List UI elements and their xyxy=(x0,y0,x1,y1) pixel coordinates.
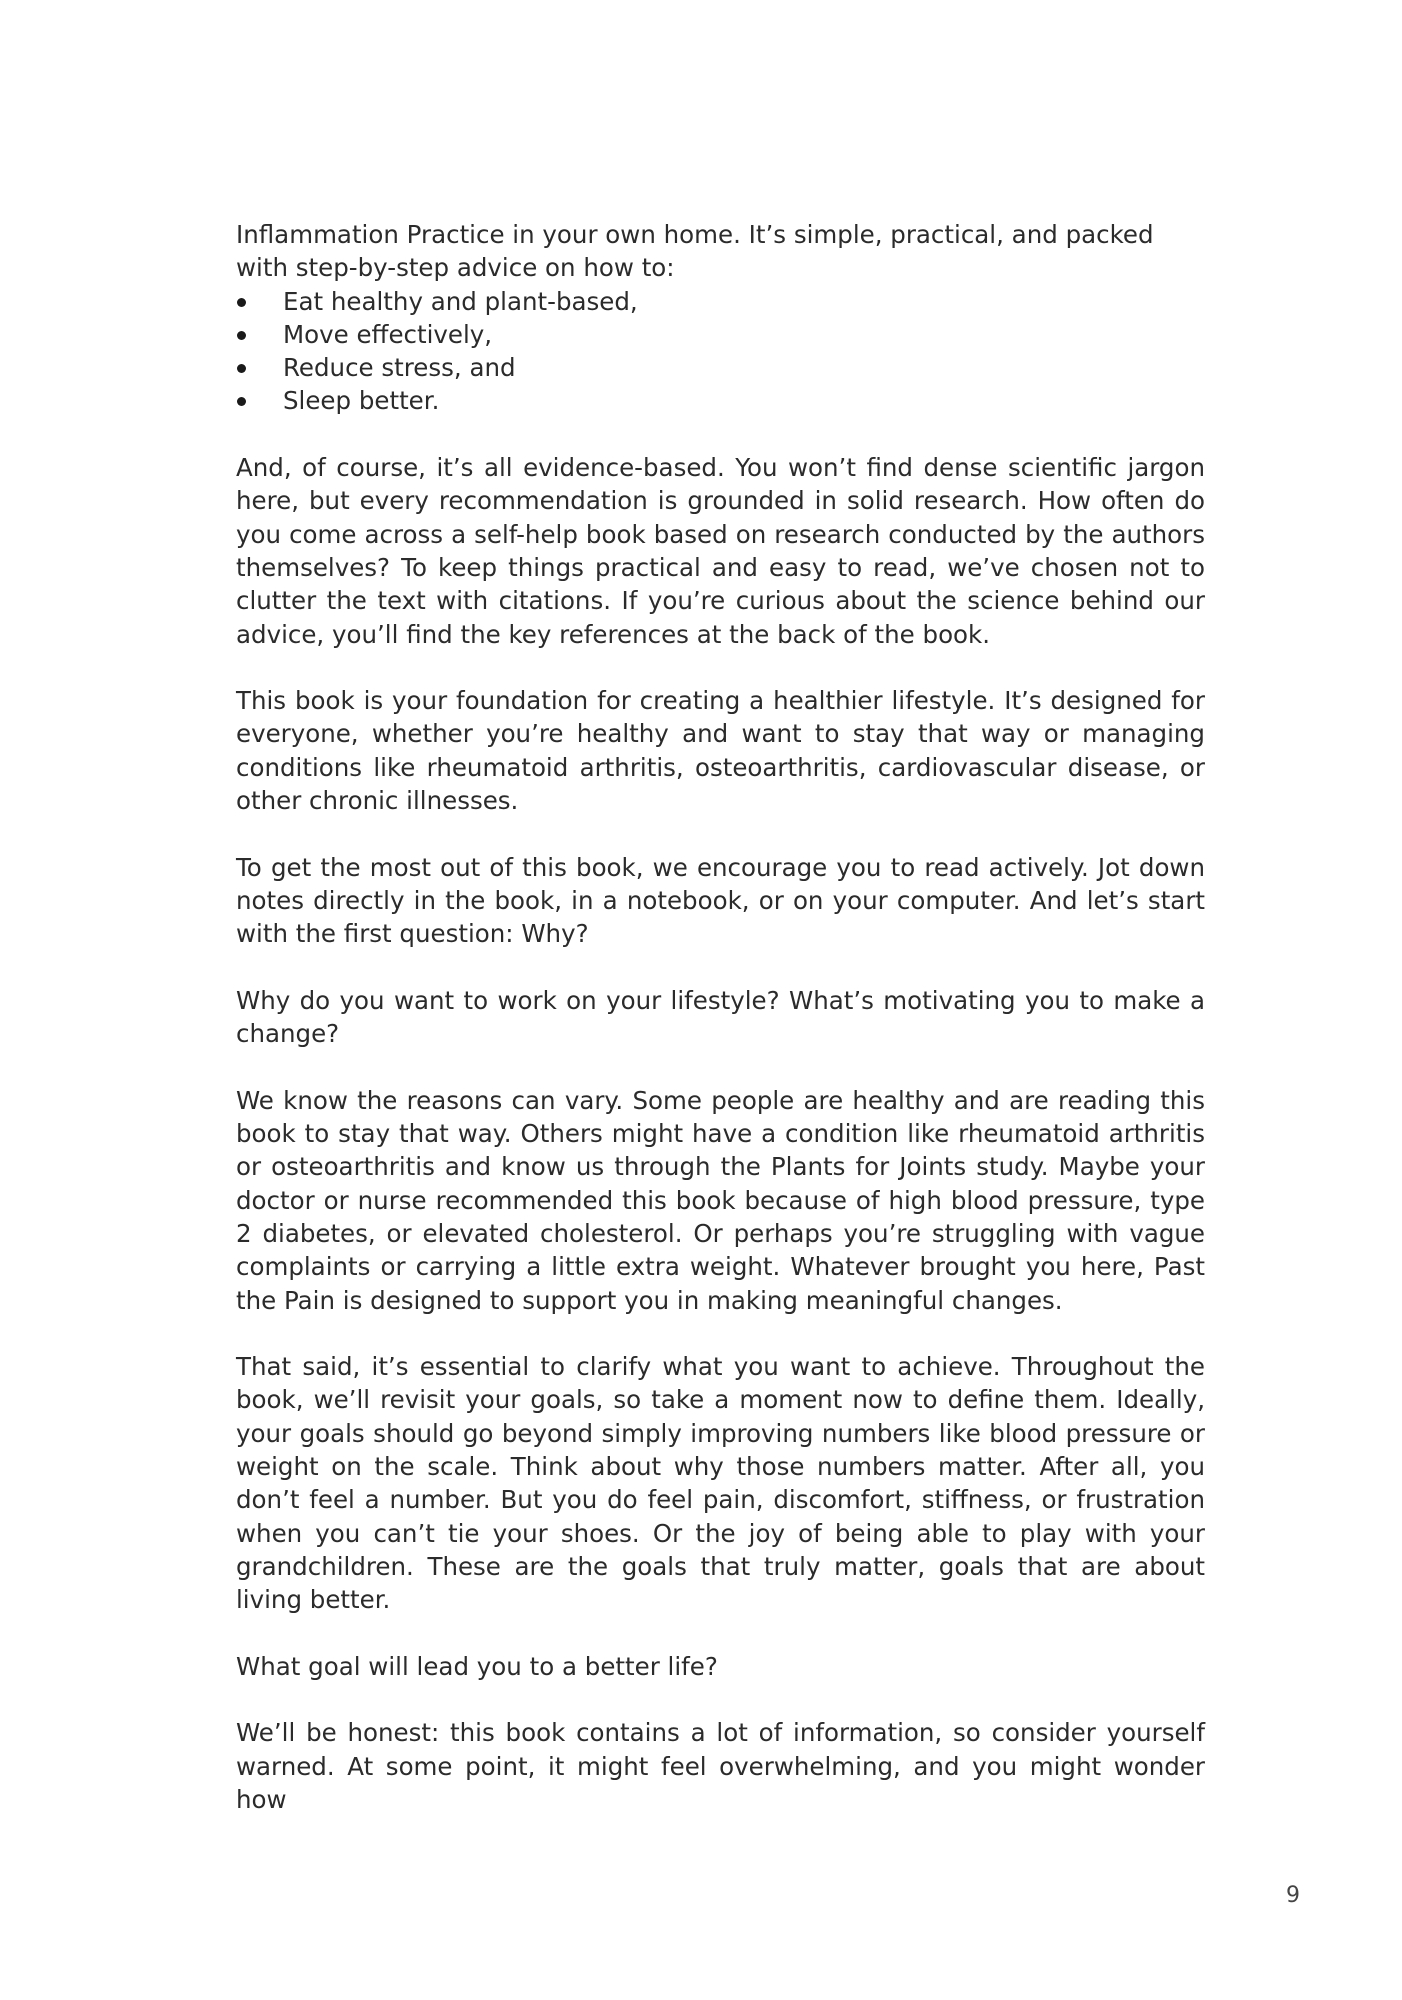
list-item-text: Sleep better. xyxy=(283,386,440,416)
list-item xyxy=(236,318,1205,351)
bullet-icon xyxy=(237,397,246,406)
page-number: 9 xyxy=(1286,1883,1300,1908)
paragraph-evidence: And, of course, it’s all evidence-based. You won’t find dense scientific jargon here, but every recommendation is grounded in solid research. How often do you come across a self-help book based on research conducted by the authors themselves? To keep things practical and easy to read, we’ve chosen not to clutter the text with citations. If you’re curious about the science behind our advice, you’ll find the key references at the back of the book. xyxy=(236,453,1205,649)
paragraph-why-question: Why do you want to work on your lifestyle? What’s motivating you to make a change? xyxy=(236,985,1205,1049)
list-item-text: Eat healthy and plant-based, xyxy=(283,286,638,316)
list-item xyxy=(236,384,1205,417)
paragraph-read-actively: To get the most out of this book, we encourage you to read actively. Jot down notes directly in the book, in a notebook, or on your computer. And let’s start with the first question: Why? xyxy=(236,852,1205,949)
paragraph-goal-question: What goal will lead you to a better life? xyxy=(236,1651,718,1681)
bullet-icon xyxy=(237,331,246,340)
bullet-icon xyxy=(237,364,246,373)
list-item-text: Reduce stress, and xyxy=(283,353,516,383)
page-body xyxy=(236,218,1205,1850)
list-item-text: Move effectively, xyxy=(283,319,493,349)
paragraph-foundation: This book is your foundation for creating a healthier lifestyle. It’s designed for everyone, whether you’re healthy and want to stay that way or managing conditions like rheumatoid arthritis, osteoarthritis, cardiovascular disease, or other chronic illnesses. xyxy=(236,686,1205,816)
intro-paragraph: Inflammation Practice in your own home. It’s simple, practical, and packed with step-by-step advice on how to: xyxy=(236,220,1154,283)
bullet-icon xyxy=(237,298,246,307)
list-item xyxy=(236,285,1205,318)
paragraph-goals: That said, it’s essential to clarify what you want to achieve. Throughout the book, we’ll revisit your goals, so take a moment now to define them. Ideally, your goals should go beyond simply improving numbers like blood pressure or weight on the scale. Think about why those numbers matter. After all, you don’t feel a number. But you do feel pain, discomfort, stiffness, or frustration when you can’t tie your shoes. Or the joy of being able to play with your grandchildren. These are the goals that truly matter, goals that are about living better. xyxy=(236,1352,1205,1615)
bullet-list xyxy=(236,285,1205,418)
paragraph-reasons: We know the reasons can vary. Some people are healthy and are reading this book to stay that way. Others might have a condition like rheumatoid arthritis or osteoarthritis and know us through the Plants for Joints study. Maybe your doctor or nurse recommended this book because of high blood pressure, type 2 diabetes, or elevated cholesterol. Or perhaps you’re struggling with vague complaints or carrying a little extra weight. Whatever brought you here, Past the Pain is designed to support you in making meaningful changes. xyxy=(236,1085,1205,1315)
paragraph-honest: We’ll be honest: this book contains a lot of information, so consider yourself warned. At some point, it might feel overwhelming, and you might wonder how xyxy=(236,1718,1205,1814)
list-item xyxy=(236,351,1205,384)
